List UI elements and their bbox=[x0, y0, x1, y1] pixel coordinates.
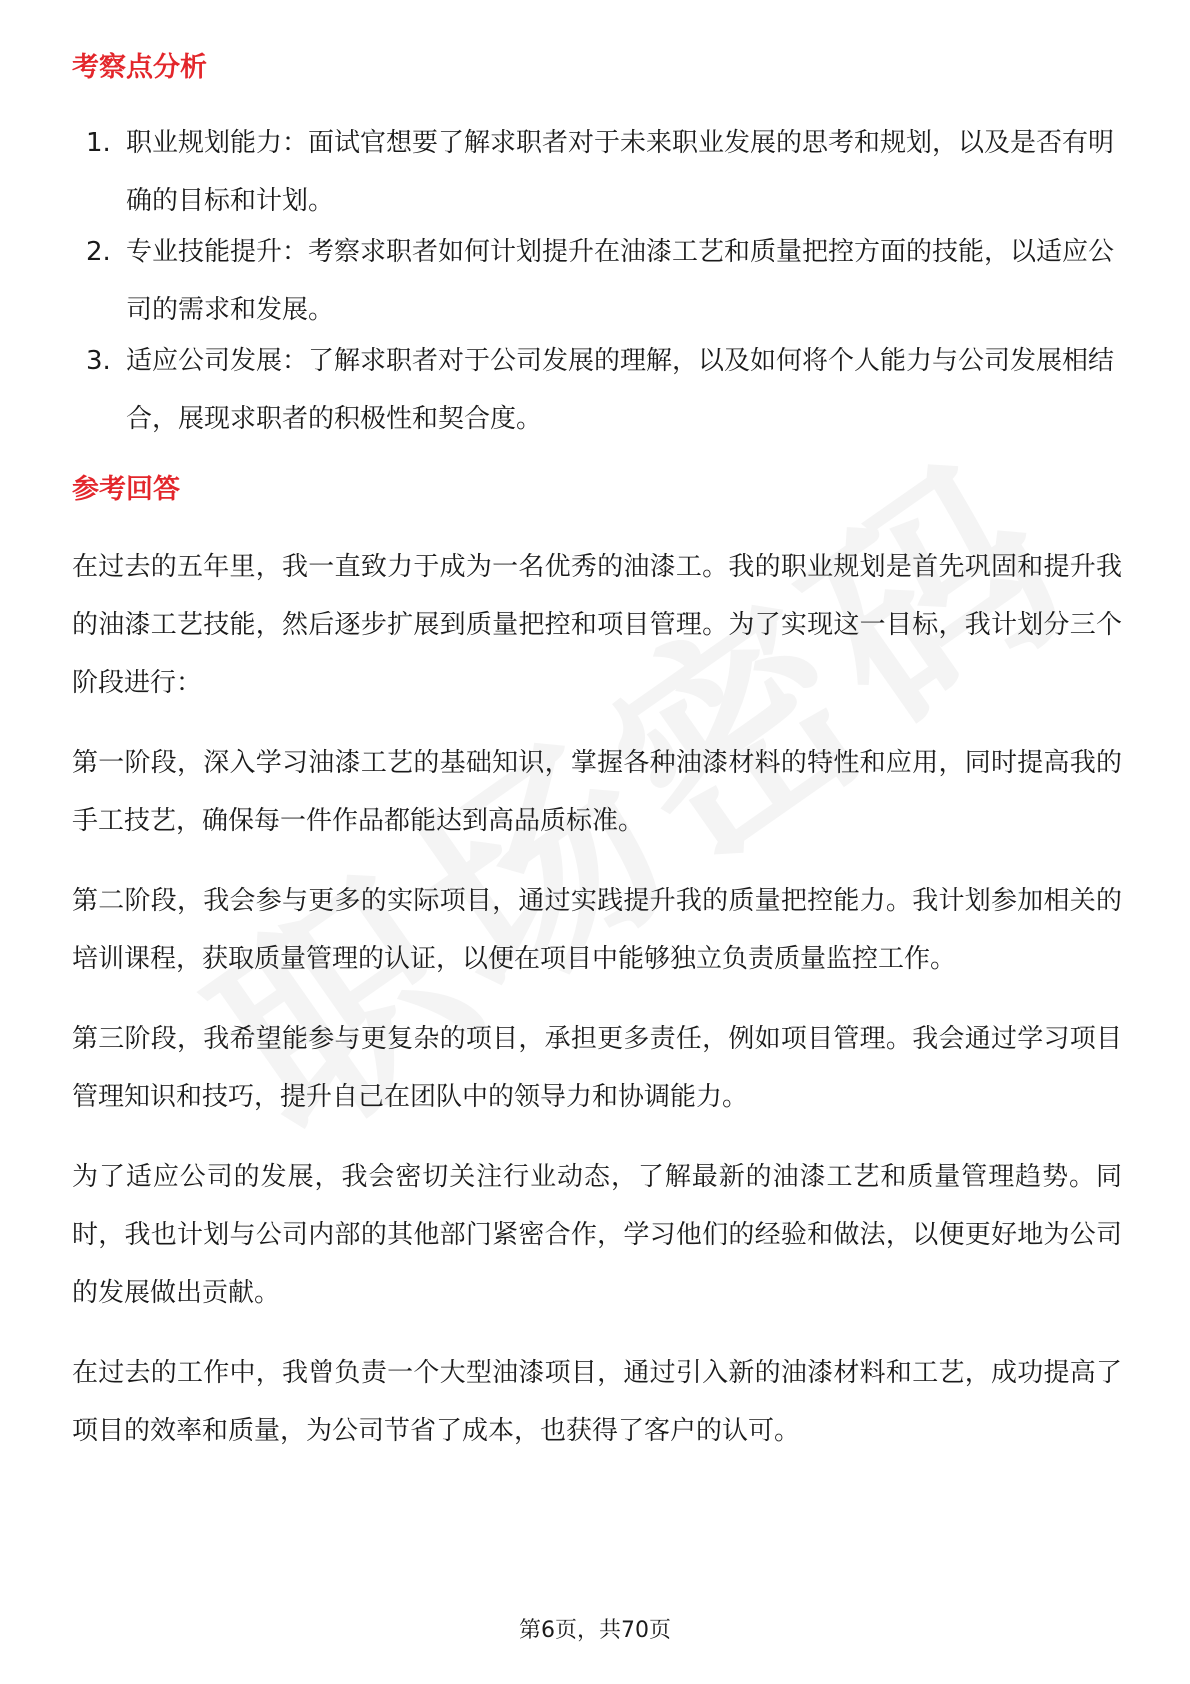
list-item bbox=[72, 332, 1122, 448]
answer-section-title: 参考回答 bbox=[72, 474, 180, 505]
list-item-text: 适应公司发展：了解求职者对于公司发展的理解，以及如何将个人能力与公司发展相结合，展现求职者的积极性和契合度。 bbox=[126, 346, 1115, 434]
answer-paragraph: 第三阶段，我希望能参与更复杂的项目，承担更多责任，例如项目管理。我会通过学习项目管理知识和技巧，提升自己在团队中的领导力和协调能力。 bbox=[72, 1024, 1122, 1112]
list-item-text: 专业技能提升：考察求职者如何计划提升在油漆工艺和质量把控方面的技能，以适应公司的需求和发展。 bbox=[126, 237, 1115, 325]
list-item-number: 3. bbox=[86, 346, 111, 376]
list-item-number: 2. bbox=[86, 237, 111, 267]
page-content bbox=[72, 48, 1122, 1460]
answer-paragraph: 在过去的五年里，我一直致力于成为一名优秀的油漆工。我的职业规划是首先巩固和提升我的油漆工艺技能，然后逐步扩展到质量把控和项目管理。为了实现这一目标，我计划分三个阶段进行： bbox=[72, 552, 1122, 698]
answer-paragraph: 第一阶段，深入学习油漆工艺的基础知识，掌握各种油漆材料的特性和应用，同时提高我的手工技艺，确保每一件作品都能达到高品质标准。 bbox=[72, 748, 1122, 836]
analysis-list bbox=[72, 114, 1122, 448]
answer-paragraph: 在过去的工作中，我曾负责一个大型油漆项目，通过引入新的油漆材料和工艺，成功提高了项目的效率和质量，为公司节省了成本，也获得了客户的认可。 bbox=[72, 1358, 1122, 1446]
analysis-section-title: 考察点分析 bbox=[72, 52, 207, 83]
list-item bbox=[72, 114, 1122, 230]
page-number: 第6页，共70页 bbox=[519, 1618, 671, 1643]
list-item-number: 1. bbox=[86, 128, 111, 158]
list-item-text: 职业规划能力：面试官想要了解求职者对于未来职业发展的思考和规划，以及是否有明确的目标和计划。 bbox=[126, 128, 1115, 216]
answer-paragraph: 为了适应公司的发展，我会密切关注行业动态，了解最新的油漆工艺和质量管理趋势。同时，我也计划与公司内部的其他部门紧密合作，学习他们的经验和做法，以便更好地为公司的发展做出贡献。 bbox=[72, 1162, 1122, 1308]
list-item bbox=[72, 223, 1122, 339]
answer-paragraph: 第二阶段，我会参与更多的实际项目，通过实践提升我的质量把控能力。我计划参加相关的培训课程，获取质量管理的认证，以便在项目中能够独立负责质量监控工作。 bbox=[72, 886, 1122, 974]
